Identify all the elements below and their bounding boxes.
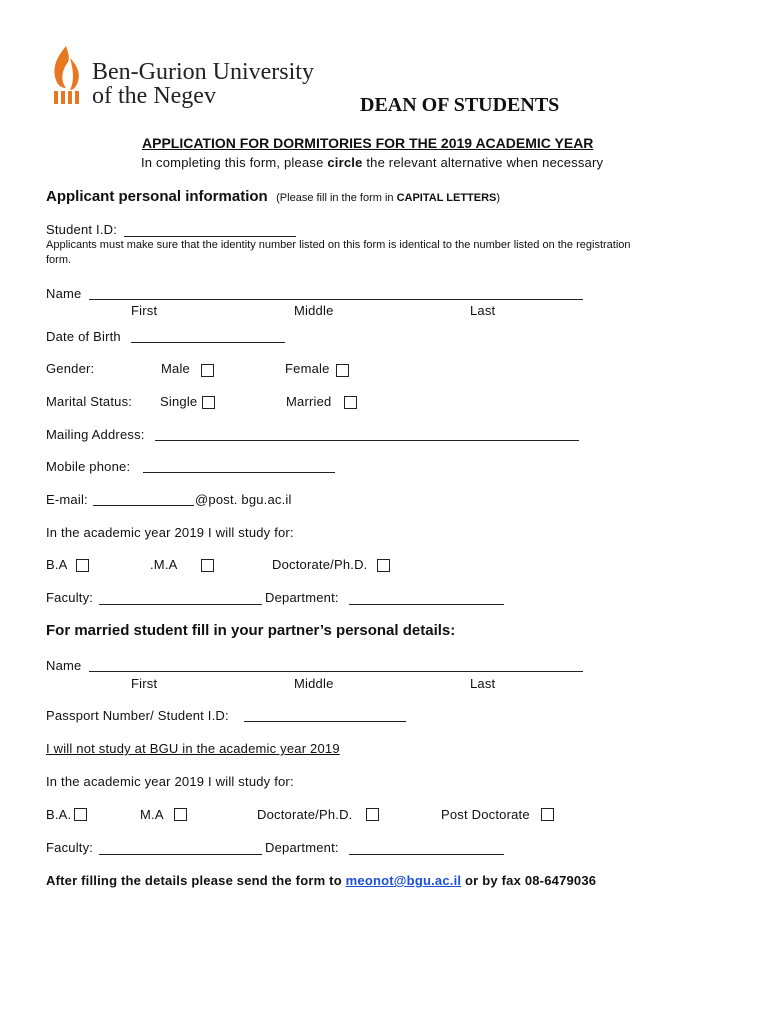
email-field[interactable]: [93, 505, 194, 506]
partner-first-caption: First: [131, 676, 158, 691]
dob-field[interactable]: [131, 342, 285, 343]
partner-phd-label: Doctorate/Ph.D.: [257, 807, 353, 822]
single-label: Single: [160, 394, 198, 409]
male-checkbox[interactable]: [201, 364, 214, 377]
ba-label: B.A: [46, 557, 68, 572]
single-checkbox[interactable]: [202, 396, 215, 409]
ma-checkbox[interactable]: [201, 559, 214, 572]
partner-last-caption: Last: [470, 676, 496, 691]
partner-faculty-label: Faculty:: [46, 840, 94, 855]
partner-postdoc-label: Post Doctorate: [441, 807, 530, 822]
mobile-phone-field[interactable]: [143, 472, 335, 473]
middle-name-caption: Middle: [294, 303, 334, 318]
partner-name-field[interactable]: [89, 671, 583, 672]
study-for-label: In the academic year 2019 I will study for:: [46, 525, 294, 540]
phd-checkbox[interactable]: [377, 559, 390, 572]
partner-department-label: Department:: [265, 840, 339, 855]
mailing-address-label: Mailing Address:: [46, 427, 145, 442]
phd-label: Doctorate/Ph.D.: [272, 557, 368, 572]
not-study-option[interactable]: I will not study at BGU in the academic year 2019: [46, 741, 340, 756]
gender-label: Gender:: [46, 361, 95, 376]
student-id-label: Student I.D:: [46, 222, 118, 237]
ma-label: .M.A: [150, 557, 178, 572]
id-note-line2: form.: [46, 254, 72, 266]
partner-heading: For married student fill in your partner’s personal details:: [46, 622, 456, 639]
passport-field[interactable]: [244, 721, 406, 722]
first-name-caption: First: [131, 303, 158, 318]
ba-checkbox[interactable]: [76, 559, 89, 572]
married-label: Married: [286, 394, 332, 409]
partner-phd-checkbox[interactable]: [366, 808, 379, 821]
contact-email-link[interactable]: meonot@bgu.ac.il: [345, 873, 462, 888]
partner-ma-label: M.A: [140, 807, 164, 822]
mailing-address-field[interactable]: [155, 440, 579, 441]
last-name-caption: Last: [470, 303, 496, 318]
name-label: Name: [46, 286, 82, 301]
partner-name-label: Name: [46, 658, 82, 673]
passport-label: Passport Number/ Student I.D:: [46, 708, 229, 723]
form-subtitle: In completing this form, please circle the relevant alternative when necessary: [141, 155, 604, 170]
partner-ba-checkbox[interactable]: [74, 808, 87, 821]
form-title: APPLICATION FOR DORMITORIES FOR THE 2019 ACADEMIC YEAR: [142, 135, 594, 151]
department-label: Department:: [265, 590, 339, 605]
dob-label: Date of Birth: [46, 329, 121, 344]
email-domain: @post. bgu.ac.il: [195, 492, 292, 507]
name-field[interactable]: [89, 299, 583, 300]
female-label: Female: [285, 361, 330, 376]
id-note-line1: Applicants must make sure that the identity number listed on this form is identical to the number listed on the registration: [46, 239, 631, 251]
email-label: E-mail:: [46, 492, 88, 507]
university-name-line2: of the Negev: [92, 83, 216, 109]
footer-instructions: After filling the details please send the form to meonot@bgu.ac.il or by fax 08-6479036: [46, 873, 597, 888]
applicant-heading: Applicant personal information (Please fill in the form in CAPITAL LETTERS): [46, 188, 501, 205]
partner-faculty-field[interactable]: [99, 854, 262, 855]
partner-middle-caption: Middle: [294, 676, 334, 691]
flame-logo-icon: [46, 44, 86, 106]
marital-status-label: Marital Status:: [46, 394, 133, 409]
partner-postdoc-checkbox[interactable]: [541, 808, 554, 821]
university-name-line1: Ben-Gurion University: [92, 59, 314, 85]
partner-study-for-label: In the academic year 2019 I will study for:: [46, 774, 294, 789]
female-checkbox[interactable]: [336, 364, 349, 377]
faculty-field[interactable]: [99, 604, 262, 605]
partner-department-field[interactable]: [349, 854, 504, 855]
faculty-label: Faculty:: [46, 590, 94, 605]
student-id-field[interactable]: [124, 236, 296, 237]
mobile-phone-label: Mobile phone:: [46, 459, 131, 474]
partner-ba-label: B.A.: [46, 807, 72, 822]
dean-heading: DEAN OF STUDENTS: [360, 94, 560, 116]
partner-ma-checkbox[interactable]: [174, 808, 187, 821]
male-label: Male: [161, 361, 190, 376]
department-field[interactable]: [349, 604, 504, 605]
married-checkbox[interactable]: [344, 396, 357, 409]
